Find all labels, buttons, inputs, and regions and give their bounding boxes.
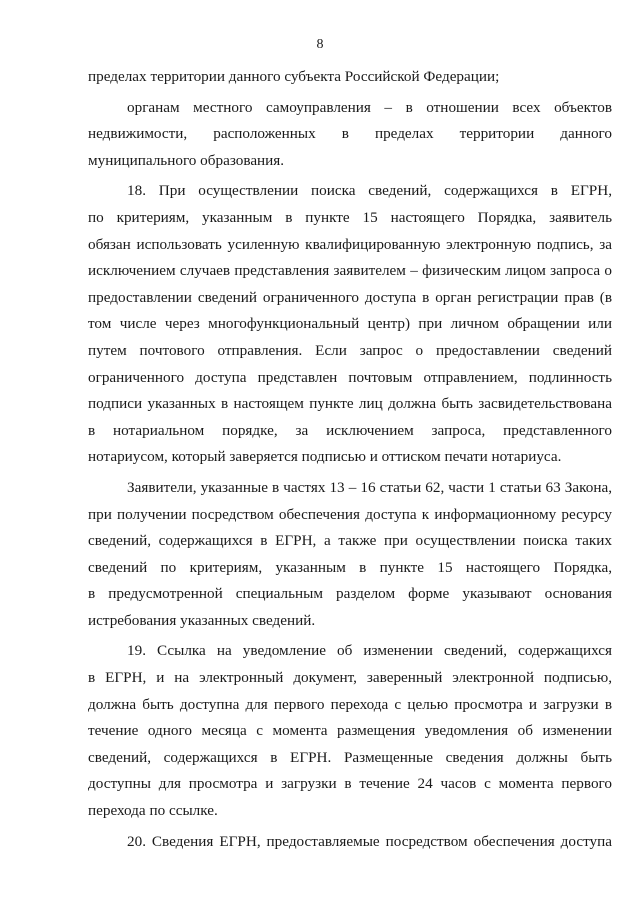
document-body (88, 64, 612, 855)
text-line: пределах территории данного субъекта Российской Федерации; (88, 68, 500, 85)
text-line: в предусмотренной специальным разделом форме указывают основания (88, 585, 612, 603)
text-line: сведений, содержащихся в ЕГРН, а также при осуществлении поиска таких (88, 532, 612, 550)
text-line: должна быть доступна для первого перехода с целью просмотра и загрузки в (88, 695, 612, 713)
text-line: перехода по ссылке. (88, 802, 218, 820)
text-line: недвижимости, расположенных в пределах территории данного (88, 125, 612, 143)
text-line: течение одного месяца с момента размещения уведомления об изменении (88, 722, 612, 740)
text-line: муниципального образования. (88, 151, 285, 169)
text-line: сведений, содержащихся в ЕГРН. Размещенные сведения должны быть (88, 748, 612, 766)
text-line: в ЕГРН, и на электронный документ, заверенный электронной подписью, (88, 669, 612, 687)
paragraph (88, 829, 612, 856)
text-line: при получении посредством обеспечения доступа к информационному ресурсу (88, 505, 612, 523)
text-line: истребования указанных сведений. (88, 611, 316, 629)
text-line: в нотариальном порядке, за исключением запроса, представленного (88, 421, 612, 439)
page-number: 8 (316, 37, 324, 52)
text-line: обязан использовать усиленную квалифицированную электронную подпись, за (88, 235, 612, 253)
paragraph (88, 638, 612, 824)
text-line: органам местного самоуправления – в отношении всех объектов (127, 98, 612, 116)
text-line: нотариусом, который заверяется подписью и оттиском печати нотариуса. (88, 448, 562, 466)
text-line: том числе через многофункциональный центр) при личном обращении или (88, 315, 612, 333)
text-line: по критериям, указанным в пункте 15 настоящего Порядка, заявитель (88, 208, 612, 226)
text-line: Заявители, указанные в частях 13 – 16 статьи 62, части 1 статьи 63 Закона, (127, 478, 612, 496)
paragraph (88, 475, 612, 635)
paragraph (88, 64, 612, 91)
text-line: доступны для просмотра и загрузки в течение 24 часов с момента первого (88, 775, 612, 793)
text-line: путем почтового отправления. Если запрос о предоставлении сведений (88, 341, 612, 359)
paragraph (88, 95, 612, 175)
text-line: ограниченного доступа представлен почтовым отправлением, подлинность (88, 368, 612, 386)
text-line: 18. При осуществлении поиска сведений, содержащихся в ЕГРН, (127, 182, 612, 200)
text-line: подписи указанных в настоящем пункте лиц должна быть засвидетельствована (88, 395, 612, 413)
text-line: предоставлении сведений ограниченного доступа в орган регистрации прав (в (88, 288, 612, 306)
text-line: 19. Ссылка на уведомление об изменении сведений, содержащихся (127, 642, 612, 660)
text-line: 20. Сведения ЕГРН, предоставляемые посредством обеспечения доступа (127, 832, 612, 850)
text-line: сведений по критериям, указанным в пункте 15 настоящего Порядка, (88, 558, 612, 576)
text-line: исключением случаев представления заявителем – физическим лицом запроса о (88, 262, 612, 280)
paragraph (88, 178, 612, 471)
